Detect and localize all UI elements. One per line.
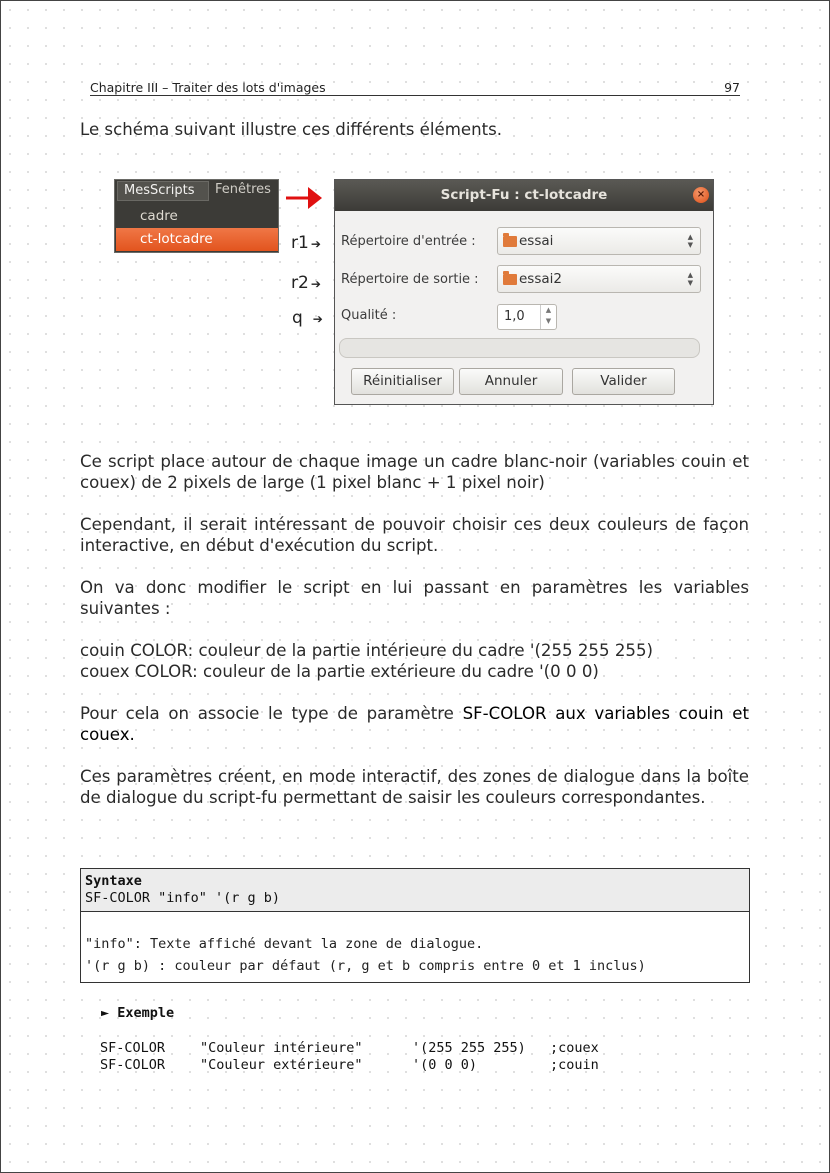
menu-screenshot: [114, 179, 279, 253]
paragraph-5: [80, 703, 749, 745]
page-number: 97: [724, 80, 740, 95]
output-dir-label: Répertoire de sortie :: [341, 272, 479, 287]
param-label-text: r2: [291, 273, 309, 293]
example-row-value: '(255 255 255): [412, 1040, 526, 1056]
param-label-q: [292, 308, 323, 328]
page-header: [90, 80, 740, 96]
updown-icon: ▲ ▼: [687, 233, 693, 249]
menu-item-ct-lotcadre[interactable]: ct-lotcadre: [116, 228, 278, 251]
example-row-label: "Couleur extérieure": [200, 1057, 363, 1073]
chapter-title: Chapitre III – Traiter des lots d'images: [90, 80, 326, 95]
paragraph-4: [80, 640, 749, 682]
menu-bar: [115, 180, 278, 202]
paragraph-1: Ce script place autour de chaque image un cadre blanc-noir (variables couin et couex) de 2 pixels de large (1 pixel blanc + 1 pixel noir): [80, 452, 749, 492]
p5-text: Pour cela on associe le type de paramètre: [80, 704, 463, 723]
updown-icon: ▲ ▼: [687, 271, 693, 287]
syntax-line-rgb: '(r g b) : couleur par défaut (r, g et b compris entre 0 et 1 inclus): [85, 958, 646, 974]
menu-fenetres[interactable]: Fenêtres: [215, 182, 271, 197]
syntax-code: SF-COLOR "info" '(r g b): [85, 890, 281, 906]
paragraph-3: On va donc modifier le script en lui passant en paramètres les variables suivantes :: [80, 578, 749, 618]
menu-item-cadre[interactable]: cadre: [140, 208, 178, 224]
syntax-line-info: "info": Texte affiché devant la zone de dialogue.: [85, 936, 484, 952]
param-label-text: r1: [291, 233, 309, 253]
input-dir-combo[interactable]: [497, 227, 701, 255]
p5-emphasis: SF-COLOR aux variables couin et couex.: [80, 704, 749, 744]
input-dir-value: essai: [519, 233, 554, 249]
folder-icon: [503, 236, 517, 247]
output-dir-combo[interactable]: [497, 265, 701, 293]
dialog-title: Script-Fu : ct-lotcadre: [335, 180, 713, 211]
close-icon[interactable]: ×: [693, 187, 709, 203]
validate-button[interactable]: Valider: [572, 368, 675, 395]
script-fu-dialog: [334, 179, 714, 405]
syntax-box: [80, 868, 750, 983]
param-label-r2: [291, 273, 321, 293]
intro-paragraph: Le schéma suivant illustre ces différents éléments.: [80, 120, 503, 139]
menu-messcripts[interactable]: MesScripts: [117, 181, 209, 201]
example-title: ► Exemple: [101, 1005, 175, 1021]
input-dir-label: Répertoire d'entrée :: [341, 234, 476, 249]
paragraph-6: Ces paramètres créent, en mode interactif, des zones de dialogue dans la boîte de dialogue du script-fu permettant de saisir les couleurs correspondantes.: [80, 767, 749, 807]
reset-button[interactable]: Réinitialiser: [351, 368, 454, 395]
arrow-icon: ➔: [310, 237, 321, 251]
example-row-comment: ;couin: [550, 1057, 599, 1073]
quality-spinbox[interactable]: [497, 304, 557, 330]
folder-icon: [503, 274, 517, 285]
example-row-label: "Couleur intérieure": [200, 1040, 363, 1056]
param-label-r1: [291, 233, 321, 253]
arrow-icon: ➔: [310, 277, 321, 291]
cancel-button[interactable]: Annuler: [459, 368, 563, 395]
example-row-type: SF-COLOR: [100, 1040, 166, 1056]
example-row-comment: ;couex: [550, 1040, 599, 1056]
syntax-header: [81, 869, 749, 912]
arrow-icon: ➔: [312, 312, 323, 326]
syntax-title: Syntaxe: [85, 873, 142, 889]
output-dir-value: essai2: [519, 271, 562, 287]
spin-arrows-icon[interactable]: ▲ ▼: [540, 305, 556, 329]
param-label-text: q: [292, 308, 303, 328]
quality-label: Qualité :: [341, 308, 397, 323]
progress-bar: [339, 338, 700, 358]
couin-line: couin COLOR: couleur de la partie intérieure du cadre '(255 255 255): [80, 641, 653, 660]
paragraph-2: Cependant, il serait intéressant de pouvoir choisir ces deux couleurs de façon interactive, en début d'exécution du script.: [80, 515, 749, 555]
quality-value: 1,0: [504, 309, 525, 324]
example-row-value: '(0 0 0): [412, 1057, 478, 1073]
example-row-type: SF-COLOR: [100, 1057, 166, 1073]
right-arrow-icon: [284, 184, 324, 212]
couex-line: couex COLOR: couleur de la partie extérieure du cadre '(0 0 0): [80, 662, 599, 681]
